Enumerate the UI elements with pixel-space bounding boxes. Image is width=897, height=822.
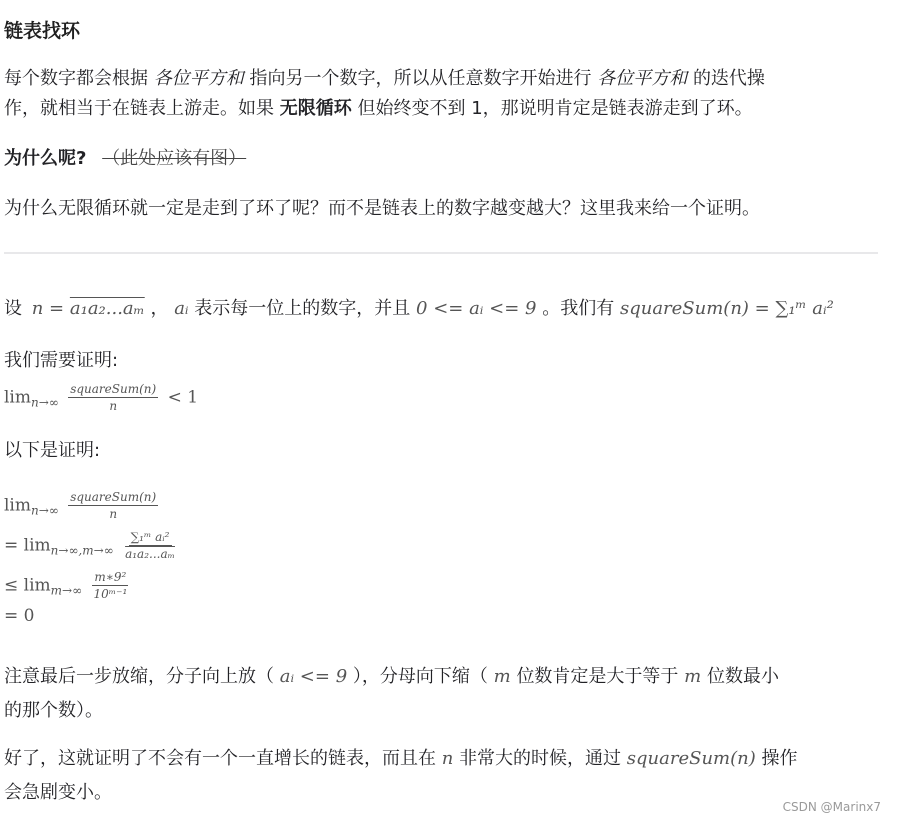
proof-line-1: [4, 490, 162, 521]
text: 指向另一个数字，所以从任意数字开始进行: [249, 68, 592, 89]
text: 注意最后一步放缩，分子向上放（: [4, 666, 274, 687]
text: 的迭代操: [692, 68, 765, 89]
math-squaresum: squareSum(n) = ∑₁ᵐ aᵢ²: [619, 298, 834, 319]
fraction: [68, 490, 158, 521]
numerator: squareSum(n): [70, 490, 157, 504]
math-digits: a₁a₂...aₘ: [69, 298, 145, 319]
lim-prefix: ≤ lim: [4, 575, 51, 596]
need-prove: 我们需要证明:: [4, 350, 119, 371]
denominator: n: [109, 399, 118, 413]
math-n: n: [441, 748, 454, 769]
note-line1: [4, 664, 779, 690]
final-line1: [4, 746, 798, 772]
fraction: [92, 570, 130, 601]
text: ），分母向下缩（: [352, 666, 488, 687]
watermark: CSDN @Marinx7: [782, 800, 881, 814]
emphasis: 各位平方和: [597, 68, 688, 89]
lim: lim: [4, 387, 31, 408]
math-ai-bound: aᵢ <= 9: [279, 666, 348, 687]
denominator: n: [109, 507, 118, 521]
numerator: m∗9²: [94, 570, 127, 584]
strong-text: 无限循环: [279, 98, 352, 119]
text: 。我们有: [542, 298, 615, 319]
text: ，: [150, 298, 169, 319]
section-heading: 链表找环: [4, 20, 81, 42]
lim-sub: n→∞: [31, 503, 59, 518]
math-range: 0 <= aᵢ <= 9: [416, 298, 537, 319]
fraction: [123, 530, 177, 561]
goal-formula: [4, 382, 198, 413]
text: 好了，这就证明了不会有一个一直增长的链表，而且在: [4, 748, 436, 769]
note-line2: 的那个数）。: [4, 700, 103, 721]
text: 表示每一位上的数字，并且: [194, 298, 411, 319]
text: 每个数字都会根据: [4, 68, 148, 89]
lim: lim: [4, 495, 31, 516]
lim-prefix: = lim: [4, 535, 51, 556]
denominator: 10ᵐ⁻¹: [93, 587, 128, 601]
text: 作，就相当于在链表上游走。如果: [4, 98, 274, 119]
math-ai: aᵢ: [174, 298, 189, 319]
setup-line: [4, 296, 834, 322]
math-m: m: [684, 666, 702, 687]
struck-note: （此处应该有图）: [102, 148, 247, 169]
math-n-eq: n =: [31, 298, 65, 319]
lim-sub: n→∞: [31, 395, 59, 410]
text: 但始终变不到 1，那说明肯定是链表游走到了环。: [357, 98, 753, 119]
why-label: 为什么呢?: [4, 148, 87, 169]
proof-line-3: [4, 570, 133, 601]
paragraph-intro-line2: [4, 96, 753, 122]
proof-label: 以下是证明:: [4, 440, 101, 461]
paragraph-question: 为什么无限循环就一定是走到了环了呢？而不是链表上的数字越变越大？这里我来给一个证明。: [4, 198, 760, 219]
text: 位数肯定是大于等于: [516, 666, 679, 687]
text: 非常大的时候，通过: [459, 748, 622, 769]
text: 设: [4, 298, 22, 319]
denominator: a₁a₂...aₘ: [125, 547, 175, 561]
math-m: m: [493, 666, 511, 687]
math-squaresum: squareSum(n): [626, 748, 756, 769]
lim-sub: n→∞,m→∞: [50, 543, 114, 558]
comparison: < 1: [167, 387, 199, 408]
text: 操作: [761, 748, 798, 769]
fraction: [68, 382, 158, 413]
lim-sub: m→∞: [50, 583, 83, 598]
numerator: ∑₁ᵐ aᵢ²: [130, 530, 170, 544]
why-line: [4, 146, 246, 172]
emphasis: 各位平方和: [153, 68, 244, 89]
final-line2: 会急剧变小。: [4, 782, 112, 803]
proof-line-2: [4, 530, 181, 561]
proof-line-4: = 0: [4, 606, 35, 626]
text: 位数最小: [706, 666, 779, 687]
numerator: squareSum(n): [70, 382, 157, 396]
paragraph-intro-line1: [4, 66, 765, 92]
divider: [4, 252, 878, 254]
